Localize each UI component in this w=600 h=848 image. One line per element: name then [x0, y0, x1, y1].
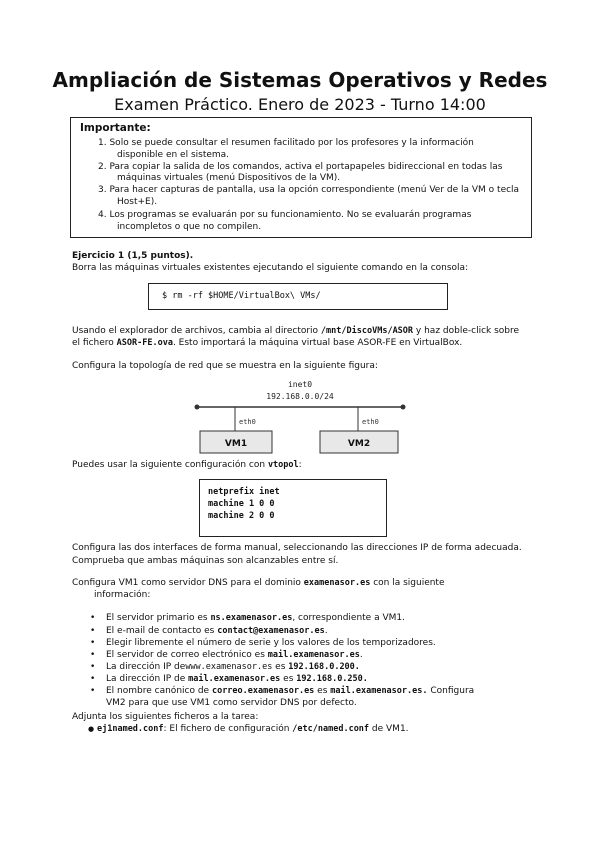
paragraph-interfaces: Configura las dos interfaces de forma manual, seleccionando las direcciones IP de forma adecuada.	[72, 543, 522, 553]
important-item	[98, 209, 471, 221]
paragraph-dns-cont: información:	[94, 590, 151, 600]
item-text: Para hacer capturas de pantalla, usa la opción correspondiente (menú Ver de la VM o tecla	[109, 185, 520, 195]
network-diagram	[190, 378, 410, 458]
vm1-interface: eth0	[239, 418, 256, 426]
important-item-cont: máquinas virtuales (menú Dispositivos de la VM).	[117, 173, 341, 183]
text: El servidor primario es	[106, 613, 211, 623]
bullet-dot: •	[90, 626, 96, 636]
paragraph-attach: Adjunta los siguientes ficheros a la tarea:	[72, 712, 259, 722]
domain-name: examenasor.es	[303, 578, 371, 588]
paragraph-dns	[72, 577, 445, 589]
text: es	[272, 662, 289, 672]
text: y haz doble-click sobre	[413, 326, 520, 336]
config-line: machine 1 0 0	[208, 499, 275, 509]
text: . Esto importará la máquina virtual base ASOR-FE en VirtualBox.	[172, 338, 463, 348]
item-number: 1.	[98, 138, 107, 148]
important-item-cont: disponible en el sistema.	[117, 150, 230, 160]
list-item	[90, 637, 436, 649]
paragraph-vtopol	[72, 459, 302, 471]
item-text: Solo se puede consultar el resumen facilitado por los profesores y la información	[109, 138, 474, 148]
item-text: Los programas se evaluarán por su funcionamiento. No se evaluarán programas	[109, 210, 472, 220]
text: : El fichero de configuración	[163, 724, 293, 734]
paragraph-file	[72, 337, 462, 349]
code: www.examenasor.es	[185, 662, 273, 672]
item-number: 2.	[98, 162, 107, 172]
code: correo.examenasor.es	[211, 686, 315, 696]
list-item	[90, 625, 328, 637]
text: El servidor de correo electrónico es	[106, 650, 268, 660]
list-item	[90, 661, 360, 673]
text: es	[280, 674, 297, 684]
ova-filename: ASOR-FE.ova	[116, 338, 173, 348]
bullet-dot: ●	[88, 725, 95, 733]
text: La dirección IP de	[106, 674, 189, 684]
text: de VM1.	[369, 724, 409, 734]
text: Configura VM1 como servidor DNS para el dominio	[72, 578, 304, 588]
bullet-dot: •	[90, 686, 96, 696]
item-number: 4.	[98, 210, 107, 220]
list-item	[90, 649, 363, 661]
list-item	[90, 673, 368, 685]
network-name: inet0	[287, 380, 313, 389]
text: .	[359, 650, 363, 660]
config-line: machine 2 0 0	[208, 511, 275, 521]
bullet-dot: •	[90, 674, 96, 684]
config-line: netprefix inet	[208, 487, 280, 497]
text: La dirección IP de	[106, 662, 186, 672]
tool-name: vtopol	[267, 460, 299, 470]
bullet-dot: •	[90, 638, 96, 648]
code: 192.168.0.200.	[288, 662, 360, 672]
item-number: 3.	[98, 185, 107, 195]
exercise-heading: Ejercicio 1 (1,5 puntos).	[72, 251, 194, 261]
important-heading: Importante:	[80, 122, 151, 134]
text: con la siguiente	[370, 578, 445, 588]
command-text: $ rm -rf $HOME/VirtualBox\ VMs/	[162, 291, 321, 301]
item-text: Para copiar la salida de los comandos, activa el portapapeles bidireccional en todas las	[109, 162, 503, 172]
text: Usando el explorador de archivos, cambia al directorio	[72, 326, 321, 336]
code: 192.168.0.250.	[296, 674, 368, 684]
vm1-label: VM1	[224, 439, 248, 449]
text: .	[324, 626, 328, 636]
list-item	[90, 685, 475, 697]
text: El nombre canónico de	[106, 686, 212, 696]
config-path: /etc/named.conf	[292, 724, 370, 734]
exercise-intro: Borra las máquinas virtuales existentes ejecutando el siguiente comando en la consola:	[72, 263, 469, 273]
text: , correspondiente a VM1.	[292, 613, 405, 623]
important-item	[98, 184, 519, 196]
paragraph-topology: Configura la topología de red que se muestra en la siguiente figura:	[72, 361, 378, 371]
important-item-cont: incompletos o que no compilen.	[117, 222, 262, 232]
vm2-label: VM2	[347, 439, 371, 449]
text: Elegir libremente el número de serie y los valores de los temporizadores.	[106, 638, 436, 648]
text: :	[298, 460, 302, 470]
paragraph-reachable: Comprueba que ambas máquinas son alcanzables entre sí.	[72, 556, 339, 566]
list-item	[90, 612, 405, 624]
text: El e-mail de contacto es	[106, 626, 218, 636]
bus-end-left	[195, 405, 200, 410]
code: contact@examenasor.es	[217, 626, 325, 636]
code: mail.examenasor.es	[267, 650, 360, 660]
bullet-dot: •	[90, 650, 96, 660]
paragraph-directory	[72, 325, 519, 337]
important-item-cont: Host+E).	[117, 197, 158, 207]
page-title: Ampliación de Sistemas Operativos y Redes	[52, 68, 548, 92]
directory-path: /mnt/DiscoVMs/ASOR	[320, 326, 414, 336]
important-item	[98, 137, 474, 149]
bullet-dot: •	[90, 662, 96, 672]
code: mail.examenasor.es.	[330, 686, 428, 696]
bullet-dot: •	[90, 613, 96, 623]
list-item-cont: VM2 para que use VM1 como servidor DNS por defecto.	[106, 698, 357, 708]
text: es	[314, 686, 331, 696]
vm2-interface: eth0	[362, 418, 379, 426]
network-address: 192.168.0.0/24	[266, 392, 334, 401]
attach-filename: ej1named.conf	[96, 724, 164, 734]
bus-end-right	[401, 405, 406, 410]
code: ns.examenasor.es	[210, 613, 293, 623]
attach-item	[88, 723, 409, 735]
text: Configura	[427, 686, 475, 696]
code: mail.examenasor.es	[188, 674, 281, 684]
text: el fichero	[72, 338, 117, 348]
text: Puedes usar la siguiente configuración con	[72, 460, 268, 470]
page-subtitle: Examen Práctico. Enero de 2023 - Turno 14:00	[114, 95, 486, 114]
